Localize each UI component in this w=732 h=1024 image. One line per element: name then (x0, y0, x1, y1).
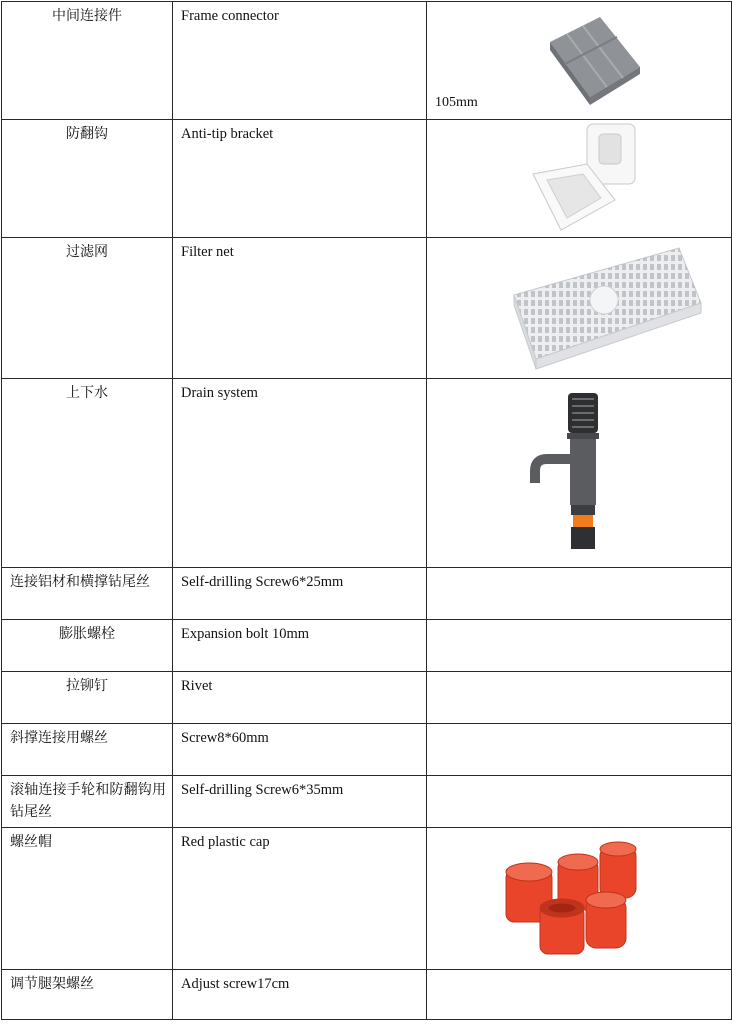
cn-label: 中间连接件 (52, 8, 122, 24)
image-cell (427, 620, 732, 672)
cn-label: 膨胀螺栓 (59, 626, 115, 642)
image-cell (427, 379, 732, 568)
en-label: Screw8*60mm (181, 730, 269, 746)
gray-connector-image (545, 12, 645, 107)
cn-cell (2, 776, 173, 828)
table-row (2, 970, 732, 1020)
image-cell (427, 970, 732, 1020)
cn-cell (2, 238, 173, 379)
red-caps-image (502, 840, 642, 958)
en-cell (173, 238, 427, 379)
en-label: Filter net (181, 244, 234, 260)
image-cell (427, 724, 732, 776)
cn-cell (2, 724, 173, 776)
en-cell (173, 568, 427, 620)
en-label: Frame connector (181, 8, 279, 24)
cn-label: 螺丝帽 (10, 834, 52, 850)
en-label: Rivet (181, 678, 213, 694)
table-row (2, 379, 732, 568)
table-row (2, 724, 732, 776)
en-cell (173, 672, 427, 724)
table-row (2, 620, 732, 672)
cn-label: 滚轴连接手轮和防翻钩用钻尾丝 (10, 782, 166, 820)
en-cell (173, 2, 427, 120)
cn-cell (2, 672, 173, 724)
image-cell (427, 672, 732, 724)
en-label: Expansion bolt 10mm (181, 626, 310, 642)
image-cell (427, 238, 732, 379)
en-label: Adjust screw17cm (181, 976, 290, 992)
en-cell (173, 776, 427, 828)
cn-cell (2, 2, 173, 120)
cn-label: 上下水 (66, 385, 108, 401)
en-label: Self-drilling Screw6*35mm (181, 782, 344, 798)
image-cell (427, 2, 732, 120)
en-cell (173, 620, 427, 672)
en-cell (173, 970, 427, 1020)
en-label: Drain system (181, 385, 258, 401)
table-row (2, 568, 732, 620)
cn-label: 斜撑连接用螺丝 (10, 730, 108, 746)
cn-cell (2, 379, 173, 568)
table-row (2, 672, 732, 724)
dimension-note: 105mm (435, 95, 478, 110)
cn-label: 拉铆钉 (66, 678, 108, 694)
cn-cell (2, 970, 173, 1020)
table-row (2, 238, 732, 379)
image-cell (427, 568, 732, 620)
image-cell (427, 776, 732, 828)
cn-label: 调节腿架螺丝 (10, 976, 94, 992)
image-cell (427, 828, 732, 970)
table-row (2, 2, 732, 120)
cn-label: 连接铝材和横撑钻尾丝 (10, 574, 150, 590)
table-row (2, 120, 732, 238)
table-row (2, 776, 732, 828)
cn-cell (2, 620, 173, 672)
en-cell (173, 828, 427, 970)
en-cell (173, 379, 427, 568)
drain-pipe-image (525, 391, 610, 556)
en-label: Anti-tip bracket (181, 126, 274, 142)
cn-cell (2, 828, 173, 970)
en-cell (173, 724, 427, 776)
en-cell (173, 120, 427, 238)
table-row (2, 828, 732, 970)
white-bracket-image (527, 122, 642, 234)
cn-label: 防翻钩 (66, 126, 108, 142)
cn-label: 过滤网 (66, 244, 108, 260)
cn-cell (2, 568, 173, 620)
cn-cell (2, 120, 173, 238)
parts-table (1, 1, 732, 1020)
image-cell (427, 120, 732, 238)
filter-net-image (509, 245, 704, 372)
en-label: Red plastic cap (181, 834, 270, 850)
en-label: Self-drilling Screw6*25mm (181, 574, 344, 590)
